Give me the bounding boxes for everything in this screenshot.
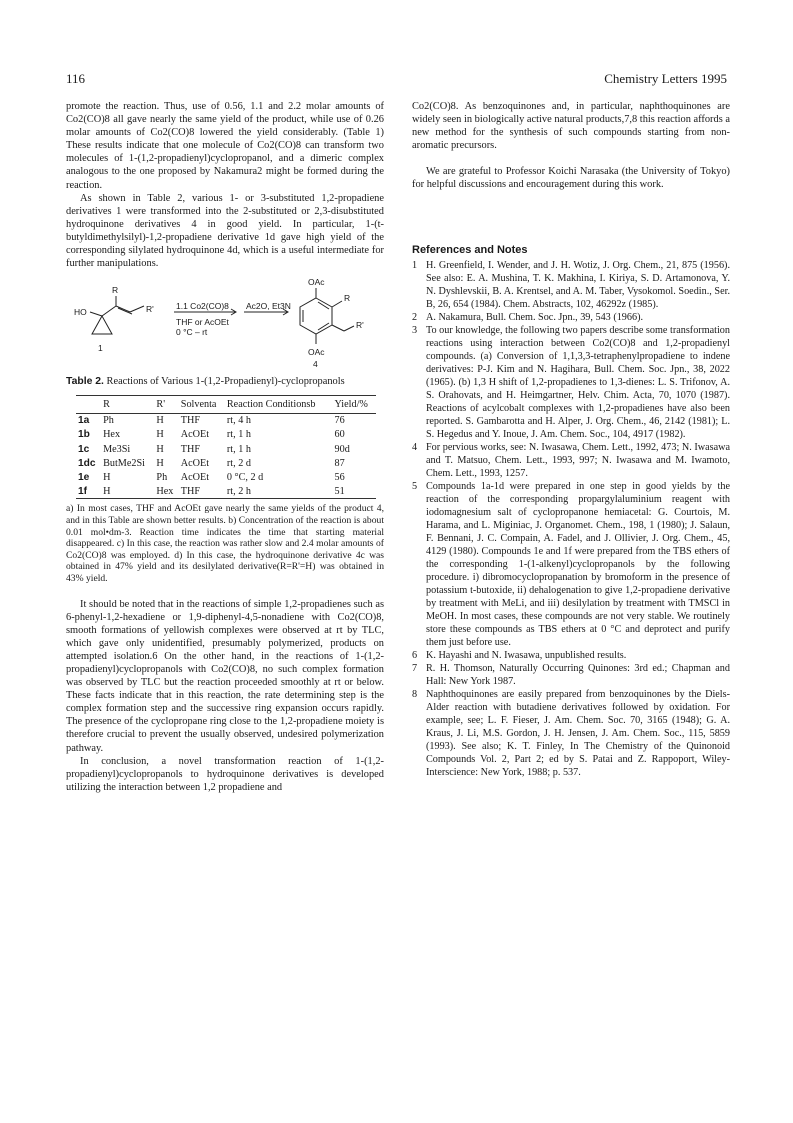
page-number: 116 bbox=[66, 71, 86, 86]
reference-number: 1 bbox=[412, 259, 418, 271]
table-header: Yield/% bbox=[334, 398, 368, 410]
reference-item bbox=[412, 311, 730, 324]
reference-text: A. Nakamura, Bull. Chem. Soc. Jpn., 39, 543 (1966). bbox=[426, 311, 644, 323]
table-header: R' bbox=[156, 398, 166, 410]
table-cell: H bbox=[156, 415, 164, 427]
table-cell: 1f bbox=[78, 485, 88, 497]
reference-item bbox=[412, 259, 730, 311]
scheme-label-product: 4 bbox=[313, 359, 318, 370]
left-column bbox=[66, 100, 384, 794]
reference-text: Naphthoquinones are easily prepared from benzoquinones by the Diels-Alder reaction with butadiene derivatives followed by oxidation. For example, see; L. F. Fieser, J. Am. Chem. Soc. 70, 3165 (1948); G. A. Kraus, J. Li, M.S. Gordon, J. H. Jensen, J. Am. Chem. Soc., 115, 5859 (1993). See also; K. T. Finley, In The Chemistry of the Quinonoid Compounds Vol. 2, Part 2; ed by S. Patai and Z. Rappoport, Wiley-Interscience: New York, 1988; p. 537. bbox=[426, 688, 730, 778]
reference-number: 3 bbox=[412, 324, 418, 336]
scheme-label-oac-bottom: OAc bbox=[308, 347, 325, 358]
table-cell: Ph bbox=[103, 415, 114, 427]
table-cell: H bbox=[156, 429, 164, 441]
table-cell: 0 °C, 2 d bbox=[226, 471, 264, 483]
table-cell: H bbox=[156, 457, 164, 469]
table-caption-label: Table 2. bbox=[66, 376, 104, 388]
paragraph: As shown in Table 2, various 1- or 3-substituted 1,2-propadiene derivatives 1 were transformed into the 2-substituted or 2,3-disubstituted hydroquinone derivatives 4 in good yield. In particular, 1-(t-butyldimethylsilyl)-1,2-propadiene derivative 1d gave high yield of the corresponding silylated hydroquinone 4d, which is a useful intermediate for further manipulations. bbox=[66, 192, 384, 270]
table-cell: H bbox=[103, 485, 111, 497]
reference-number: 7 bbox=[412, 662, 418, 674]
reference-item bbox=[412, 662, 730, 688]
table-cell: rt, 1 h bbox=[226, 443, 251, 455]
table-cell: 60 bbox=[334, 429, 345, 441]
scheme-label-oac-top: OAc bbox=[308, 277, 325, 288]
table-header-row bbox=[76, 395, 376, 413]
scheme-label-start: 1 bbox=[98, 343, 103, 354]
reaction-scheme bbox=[66, 276, 384, 372]
table-cell: 76 bbox=[334, 415, 345, 427]
table-cell: ButMe2Si bbox=[103, 457, 145, 469]
table-cell: rt, 4 h bbox=[226, 415, 251, 427]
table-caption-text: Reactions of Various 1-(1,2-Propadienyl)-cyclopropanols bbox=[106, 376, 345, 388]
paragraph: promote the reaction. Thus, use of 0.56, 1.1 and 2.2 molar amounts of Co2(CO)8 all gave nearly the same yield of the product, while use of 0.26 molar amounts of Co2(CO)8 lowered the yield considerably. (Table 1) These results indicate that one molecule of Co2(CO)8 can transform two molecules of 1-(1,2-propadienyl)cyclopropanol, and a dimeric complex analogous to the one proposed by Nakamura2 might be formed during the reaction. bbox=[66, 101, 384, 191]
table-cell: rt, 2 h bbox=[226, 485, 251, 497]
acknowledgment: We are grateful to Professor Koichi Narasaka (the University of Tokyo) for helpful discussions and encouragement during this work. bbox=[412, 166, 730, 191]
scheme-label-r-product: R bbox=[344, 293, 351, 304]
table-cell: 1e bbox=[78, 471, 90, 483]
table-cell: Ph bbox=[156, 471, 168, 483]
reference-number: 4 bbox=[412, 441, 418, 453]
scheme-label-r: R bbox=[112, 285, 119, 296]
table-cell: 56 bbox=[334, 471, 345, 483]
reference-text: R. H. Thomson, Naturally Occurring Quinones: 3rd ed.; Chapman and Hall: New York 1987. bbox=[426, 662, 730, 687]
scheme-reagent-2: Ac2O, Et3N bbox=[246, 301, 291, 312]
table-cell: Me3Si bbox=[103, 443, 131, 455]
reference-item bbox=[412, 649, 730, 662]
reference-number: 8 bbox=[412, 688, 418, 700]
table-cell: 90d bbox=[334, 443, 350, 455]
scheme-label-rp: R' bbox=[146, 304, 154, 315]
reference-item bbox=[412, 324, 730, 441]
scheme-label-rp-product: R' bbox=[356, 320, 364, 331]
scheme-label-ho: HO bbox=[74, 307, 87, 318]
reference-text: K. Hayashi and N. Iwasawa, unpublished results. bbox=[426, 649, 627, 661]
table-row bbox=[76, 470, 376, 484]
reference-text: For pervious works, see: N. Iwasawa, Chem. Lett., 1992, 473; N. Iwasawa and T. Matsuo, Chem. Lett., 1993, 997; N. Iwasawa and M. Iwamoto, Chem. Lett., 1993, 1257. bbox=[426, 441, 730, 479]
reference-number: 2 bbox=[412, 311, 418, 323]
reference-number: 5 bbox=[412, 480, 418, 492]
table-footnotes: a) In most cases, THF and AcOEt gave nearly the same yields of the product 4, and in this Table are shown better results. b) Concentration of the reaction is about 0.01 mol•dm-3. Reaction time indicates the time that starting material disappeared. c) In this case, the reaction was rather slow and 2.4 molar amounts of Co2(CO)8 was employed. d) In this case, the hydroquinone derivative 4c was obtained in 47% yield and its desilylated derivative(R=R'=H) was obtained in 43% yield. bbox=[66, 503, 384, 584]
table-cell: 1b bbox=[78, 429, 90, 441]
reference-text: To our knowledge, the following two papers describe some transformation reactions using interaction between Co2(CO)8 and 1,2-propadienyl compounds. (a) Conversion of 1,1,3,3-tetraphenylpropadiene to indene derivatives: P-J. Kim and N. Hagihara, Bull. Chem. Soc. Jpn., 38, 2022 (1965). (b) 1,3 H shift of 1,2-propadienes to 1,3-dienes: L. S. Trifonov, A. S. Orahovats, and H. Heimgartner, Helv. Chim. Acta, 70, 1070 (1987). Reactions of acylcobalt complexes with 1,2-propadienes have also been reported. S. Gambarotta and H. Alper, J. Org. Chem., 46, 2142 (1981); L. S. Hegedus and Y. Inoue, J. Am. Chem. Soc., 104, 4917 (1982). bbox=[426, 324, 730, 440]
table-cell: AcOEt bbox=[180, 457, 210, 469]
table-row bbox=[76, 484, 376, 499]
paragraph: Co2(CO)8. As benzoquinones and, in particular, naphthoquinones are widely seen in biologically active natural products,7,8 this reaction affords a new method for the synthesis of such compounds starting from non-aromatic precursors. bbox=[412, 101, 730, 152]
table-cell: H bbox=[156, 443, 164, 455]
table-cell: THF bbox=[180, 485, 201, 497]
table-caption bbox=[66, 376, 384, 389]
table-cell: 51 bbox=[334, 485, 345, 497]
table-header: Solventa bbox=[180, 398, 217, 410]
journal-title: Chemistry Letters 1995 bbox=[604, 71, 727, 86]
table-cell: 1dc bbox=[78, 457, 96, 469]
scheme-solvent: THF or AcOEt bbox=[176, 317, 229, 328]
table-row bbox=[76, 413, 376, 428]
reference-text: H. Greenfield, I. Wender, and J. H. Wotiz, J. Org. Chem., 21, 875 (1956). See also: E. A. Mushina, T. K. Makhina, I. Kiriya, S. D. Artamonova, Y. N. Dyshlevskii, B. A. Krentsel, and A. M. Taber, Vysokomol. Soedin., Ser. B, 26, 654 (1984). Chem. Abstracts, 102, 46292z (1985). bbox=[426, 259, 730, 310]
table-cell: 1c bbox=[78, 443, 90, 455]
right-column bbox=[412, 100, 730, 779]
table-header: Reaction Conditionsb bbox=[226, 398, 316, 410]
table-row bbox=[76, 428, 376, 442]
table-cell: THF bbox=[180, 415, 201, 427]
reference-item bbox=[412, 441, 730, 480]
table-2 bbox=[76, 395, 376, 500]
table-header: R bbox=[103, 398, 110, 410]
table-row bbox=[76, 456, 376, 470]
reference-item bbox=[412, 480, 730, 649]
table-cell: rt, 2 d bbox=[226, 457, 251, 469]
table-cell: AcOEt bbox=[180, 471, 210, 483]
table-cell: THF bbox=[180, 443, 201, 455]
table-cell: Hex bbox=[156, 485, 174, 497]
reference-number: 6 bbox=[412, 649, 418, 661]
paragraph: In conclusion, a novel transformation reaction of 1-(1,2-propadienyl)cyclopropanols to hydroquinone derivatives is developed utilizing the interaction between 1,2 propadiene and bbox=[66, 755, 384, 793]
scheme-temp: 0 °C – rt bbox=[176, 327, 208, 338]
table-cell: H bbox=[103, 471, 111, 483]
references-heading: References and Notes bbox=[412, 243, 528, 256]
reference-text: Compounds 1a-1d were prepared in one step in good yields by the reaction of the corresponding propargylaluminium reagent with iodomagnesium salt of cyclopropanone hemiacetal: G. Courtois, M. Harama, and L. Miginiac, J. Organomet. Chem., 198, 1 (1980); J. Salaun, F. Bennani, J. C. Compain, A. Fadel, and J. Ollivier, J. Org. Chem., 45, 4129 (1980). Compounds 1e and 1f were prepared from the TBS ethers of the corresponding 1-(1-alkenyl)cyclopropanols by the following procedure. i) dibromocyclopropanation by bromoform in the presence of potassium t-butoxide, ii) dehalogenation to give 1,2-propadiene derivative by treatment with MeLi, and iii) desilylation by treatment with TMSCl in MeOH. In most cases, these compounds are not very stable. We routinely store these compounds as TBS ethers at 0 °C and deprotect and purify them just before use. bbox=[426, 480, 730, 648]
table-cell: 87 bbox=[334, 457, 345, 469]
reference-item bbox=[412, 688, 730, 779]
table-header bbox=[76, 395, 101, 413]
paragraph: It should be noted that in the reactions of simple 1,2-propadienes such as 6-phenyl-1,2-hexadiene or 1,9-diphenyl-4,5-nonadiene with Co2(CO)8, smooth formations of yellowish complexes were observed at rt by TLC, which gave only unidentified, presumably polymerized, products on attempted isolation.6 On the other hand, in the reactions of 1-(1,2-propadienyl)cyclopropanols with Co2(CO)8, no such complex formation was observed by TLC but the reaction proceeded smoothly at rt or below. These facts indicate that in this reaction, the rate determining step is the complex formation step and the successive ring expansion occurs rapidly. The presence of the cyclopropane ring close to the 1,2-propadiene moiety is therefore crucial to prevent the usually observed, undesired polymerization pathway. bbox=[66, 598, 384, 754]
table-cell: rt, 1 h bbox=[226, 429, 251, 441]
scheme-reagent-1: 1.1 Co2(CO)8 bbox=[176, 301, 229, 312]
table-cell: 1a bbox=[78, 415, 90, 427]
table-cell: Hex bbox=[103, 429, 121, 441]
table-cell: AcOEt bbox=[180, 429, 210, 441]
table-row bbox=[76, 442, 376, 456]
